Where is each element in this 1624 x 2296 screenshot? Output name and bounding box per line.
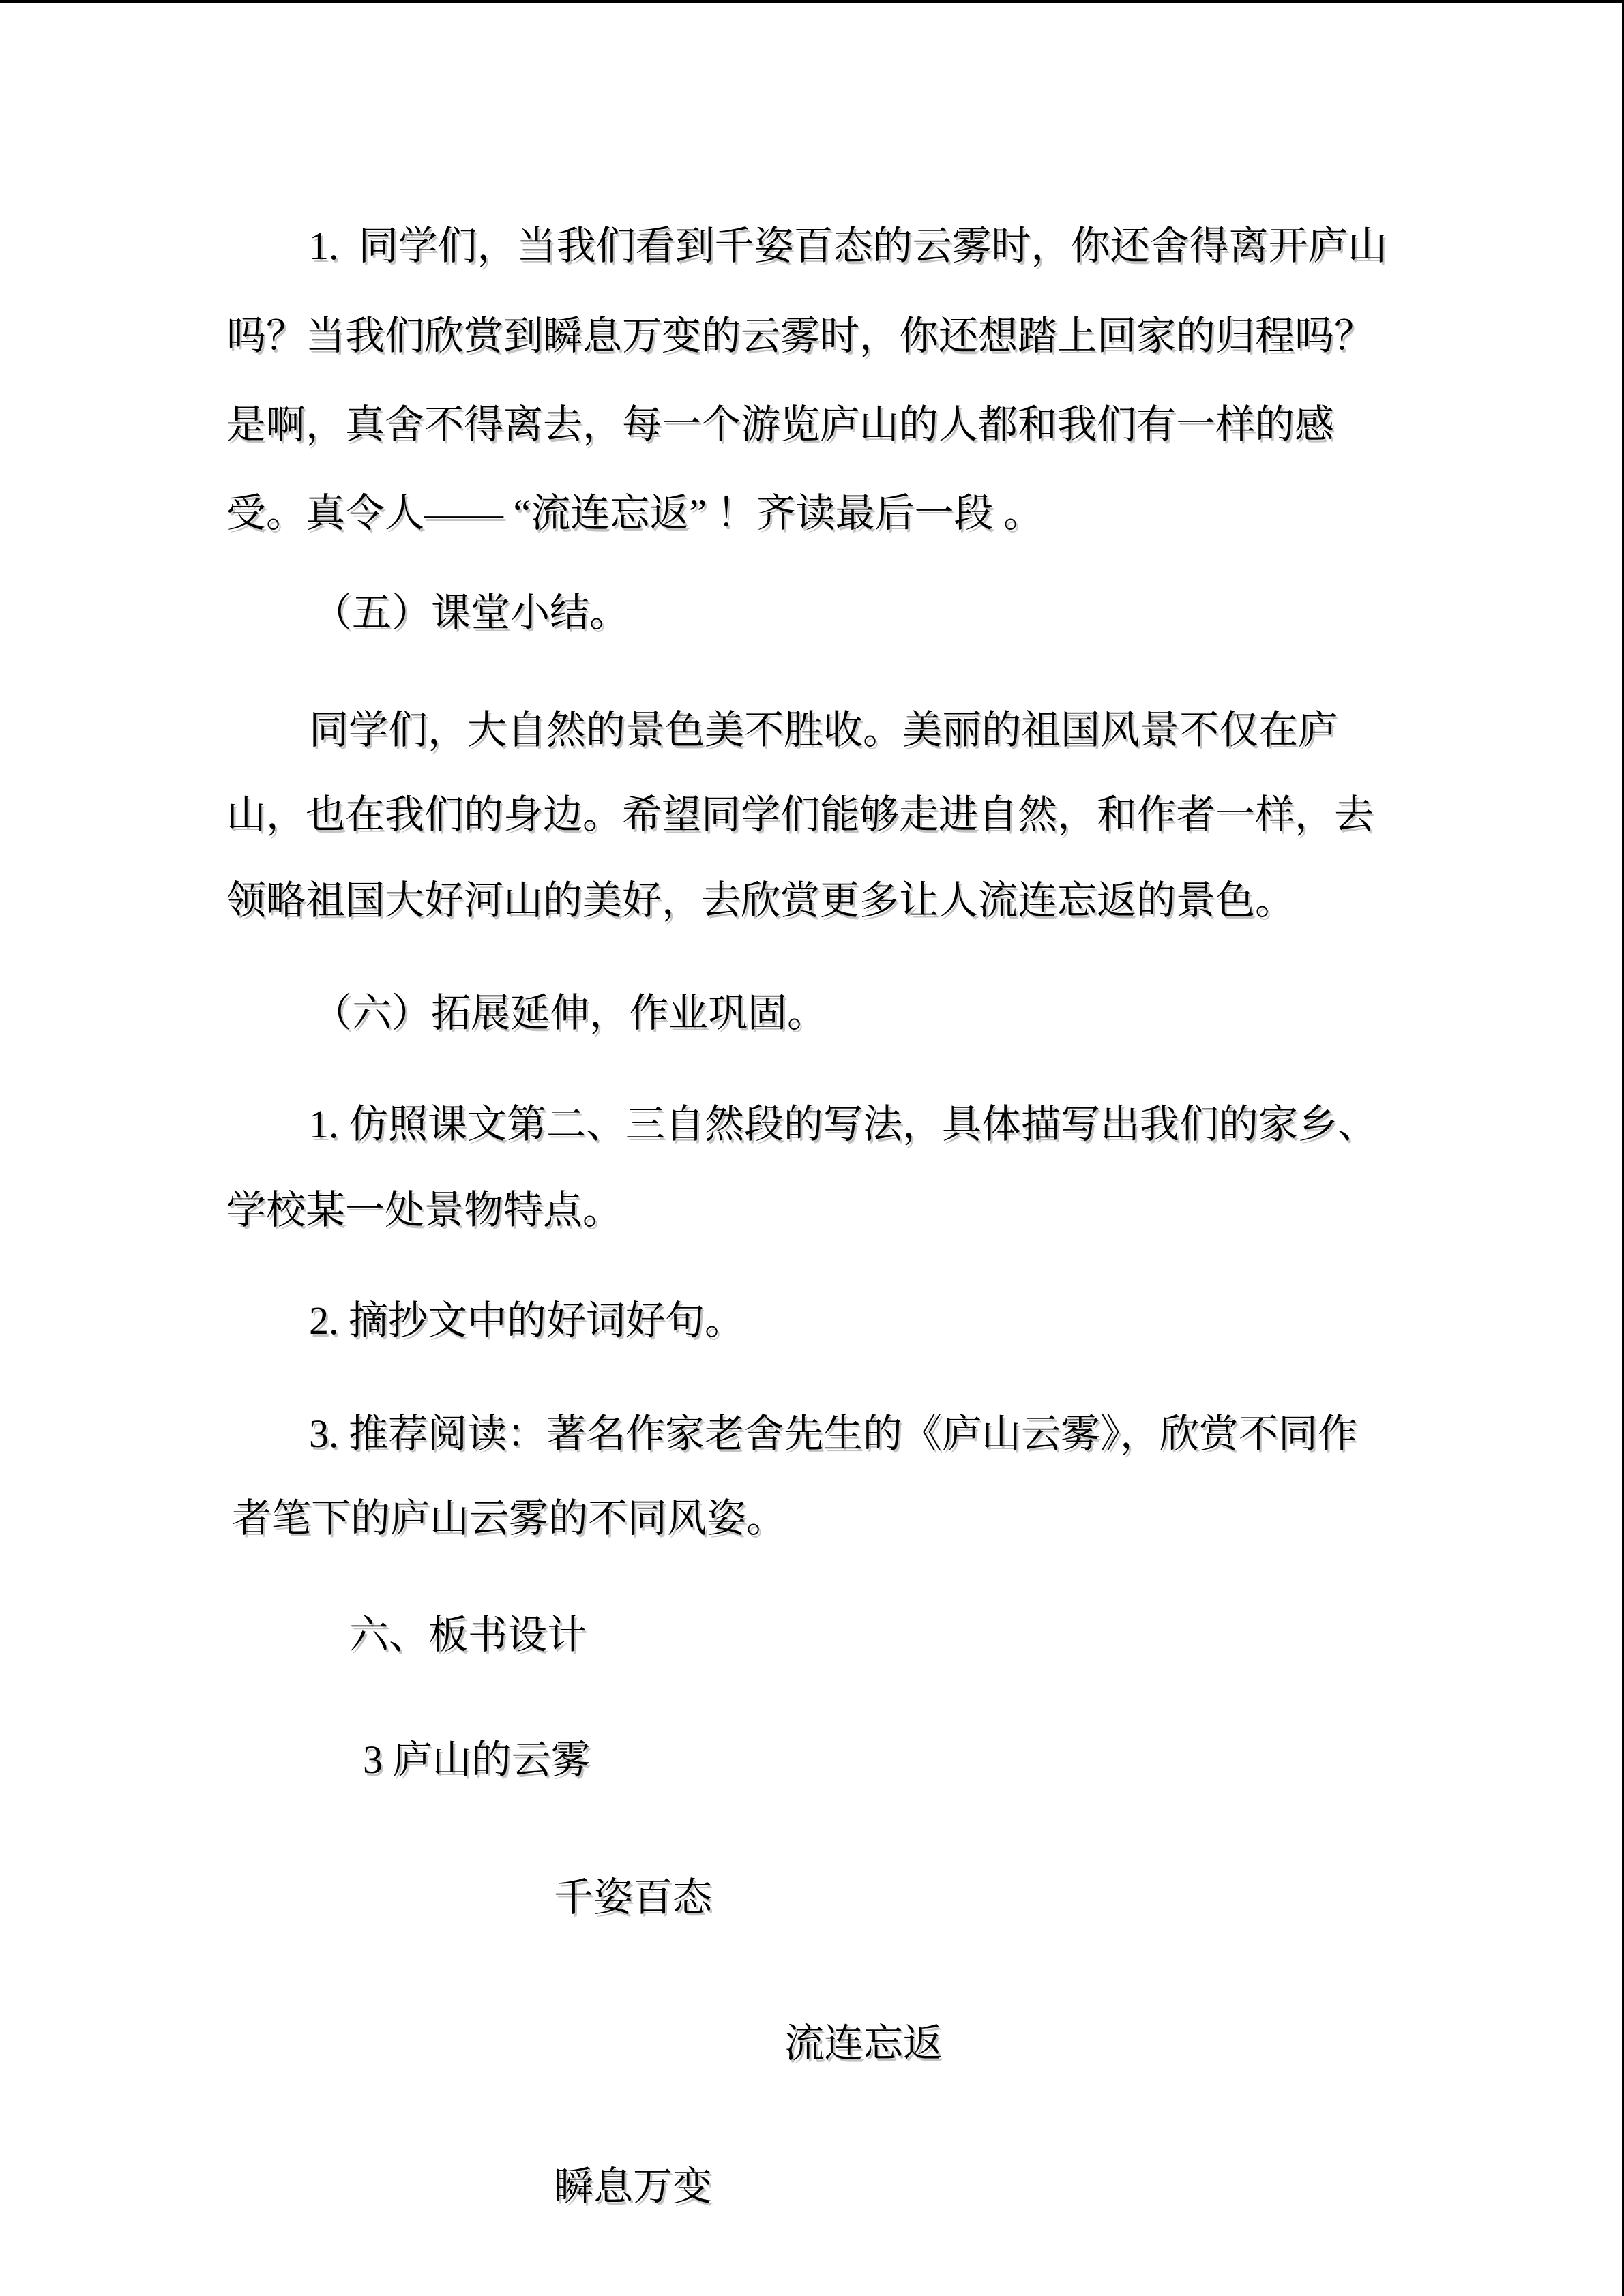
- doc-line-7: 山，也在我们的身边。希望同学们能够走进自然，和作者一样，去: [226, 792, 1374, 837]
- board-design-heading: 六、板书设计: [349, 1613, 587, 1657]
- section-heading-6: （六）拓展延伸，作业巩固。: [312, 991, 827, 1035]
- section-heading-5: （五）课堂小结。: [312, 591, 630, 635]
- task-line-2: 2. 摘抄文中的好词好句。: [309, 1298, 745, 1343]
- board-keyword-3: 瞬息万变: [554, 2164, 713, 2209]
- board-keyword-1: 千姿百态: [554, 1875, 713, 1920]
- task-line-3-cont: 者笔下的庐山云雾的不同风姿。: [232, 1496, 786, 1540]
- top-edge-line: [0, 0, 1624, 3]
- doc-line-4: 受。真令人—— “流连忘返” ！齐读最后一段 。: [226, 491, 1043, 535]
- doc-line-8: 领略祖国大好河山的美好，去欣赏更多让人流连忘返的景色。: [226, 878, 1295, 923]
- task-line-3: 3. 推荐阅读：著名作家老舍先生的《庐山云雾》，欣赏不同作: [309, 1412, 1358, 1456]
- doc-line-1: 1. 同学们，当我们看到千姿百态的云雾时，你还舍得离开庐山: [309, 224, 1387, 268]
- doc-line-6: 同学们，大自然的景色美不胜收。美丽的祖国风景不仅在庐: [309, 708, 1338, 752]
- task-line-1: 1. 仿照课文第二、三自然段的写法，具体描写出我们的家乡、: [309, 1102, 1378, 1146]
- board-design-title: 3 庐山的云雾: [363, 1738, 591, 1782]
- doc-line-2: 吗？当我们欣赏到瞬息万变的云雾时，你还想踏上回家的归程吗？: [226, 314, 1374, 358]
- doc-line-3: 是啊，真舍不得离去，每一个游览庐山的人都和我们有一样的感: [226, 402, 1335, 447]
- board-keyword-2: 流连忘返: [784, 2021, 943, 2066]
- task-line-1-cont: 学校某一处景物特点。: [226, 1188, 623, 1232]
